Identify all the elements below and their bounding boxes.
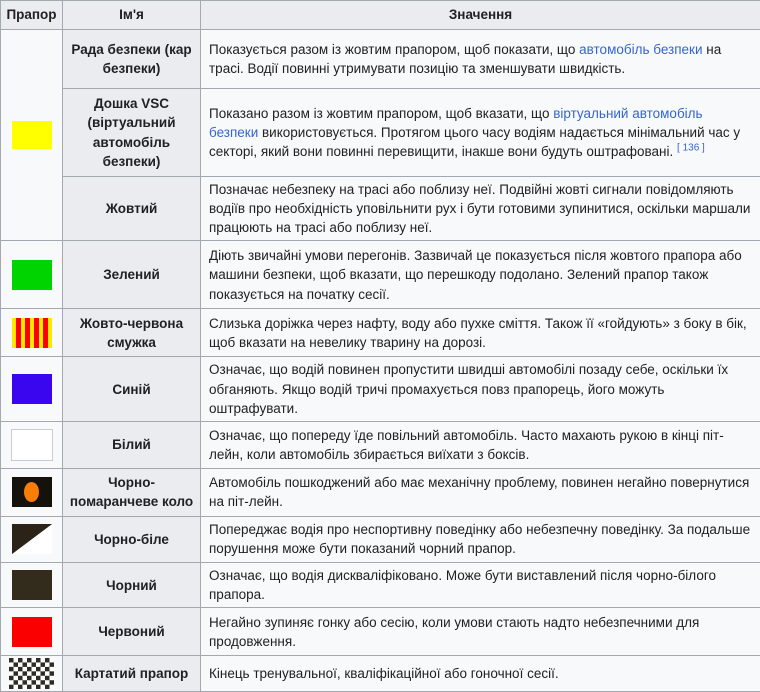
blue-flag <box>12 374 52 404</box>
flag-name: Чорний <box>63 562 201 607</box>
flag-name: Жовтий <box>63 177 201 241</box>
table-row <box>1 468 760 516</box>
flag-cell <box>1 562 63 607</box>
flag-meaning: Означає, що водій повинен пропустити швидші автомобілі позаду себе, оскільки їх обганяють. Якщо водій тричі промахується повз прапорець, його можуть оштрафувати. <box>201 357 760 421</box>
table-row <box>1 177 760 241</box>
flag-name: Білий <box>63 421 201 468</box>
flag-name: Червоний <box>63 608 201 656</box>
table-row <box>1 89 760 177</box>
black-orange-circle-flag <box>12 477 52 507</box>
flag-cell <box>1 241 63 309</box>
flag-name: Дошка VSC (віртуальний автомобіль безпеки) <box>63 89 201 177</box>
flags-table-body <box>1 30 760 692</box>
table-row <box>1 309 760 357</box>
header-row <box>1 1 760 30</box>
flag-meaning: Слизька доріжка через нафту, воду або пухке сміття. Також її «гойдують» з боку в бік, щоб вказати на невелику тварину на дорозі. <box>201 309 760 357</box>
orange-circle <box>24 482 39 502</box>
flag-cell <box>1 656 63 692</box>
flag-cell <box>1 608 63 656</box>
red-flag <box>12 617 52 647</box>
green-flag <box>12 260 52 290</box>
flag-name: Чорно-помаранчеве коло <box>63 468 201 516</box>
flag-meaning: Означає, що водія дискваліфіковано. Може бути виставлений після чорно-білого прапора. <box>201 562 760 607</box>
flag-meaning: Негайно зупиняє гонку або сесію, коли умови стають надто небезпечними для продовження. <box>201 608 760 656</box>
table-row <box>1 608 760 656</box>
flag-meaning: Попереджає водія про неспортивну поведінку або небезпечну поведінку. За подальше порушення може бути показаний чорний прапор. <box>201 516 760 562</box>
flag-cell <box>1 421 63 468</box>
yellow-flag <box>12 121 52 149</box>
flag-meaning: Автомобіль пошкоджений або має механічну проблему, повинен негайно повернутися на піт-лейн. <box>201 468 760 516</box>
reference-link-anchor[interactable]: [ 136 ] <box>677 143 705 154</box>
table-row <box>1 30 760 89</box>
column-header-name: Ім'я <box>63 1 201 30</box>
flag-meaning: Означає, що попереду їде повільний автомобіль. Часто махають рукою в кінці піт-лейн, коли автомобіль збирається виїхати з боксів. <box>201 421 760 468</box>
flag-cell <box>1 30 63 241</box>
wiki-link[interactable]: віртуальний автомобіль безпеки <box>209 106 703 140</box>
table-row <box>1 516 760 562</box>
flag-name: Чорно-біле <box>63 516 201 562</box>
flag-name: Синій <box>63 357 201 421</box>
column-header-flag: Прапор <box>1 1 63 30</box>
table-row <box>1 241 760 309</box>
flag-cell <box>1 516 63 562</box>
table-row <box>1 656 760 692</box>
black-flag <box>12 570 52 600</box>
flag-meaning: Позначає небезпеку на трасі або поблизу неї. Подвійні жовті сигнали повідомляють водіїв про необхідність уповільнити рух і бути готовими зупинитися, оскільки маршали працюють на трасі або поблизу неї. <box>201 177 760 241</box>
column-header-meaning: Значення <box>201 1 760 30</box>
flag-meaning: Кінець тренувальної, кваліфікаційної або гоночної сесії. <box>201 656 760 692</box>
flag-name: Зелений <box>63 241 201 309</box>
yellow-red-stripes-flag <box>12 318 52 348</box>
table-row <box>1 421 760 468</box>
flag-name: Рада безпеки (кар безпеки) <box>63 30 201 89</box>
flag-name: Жовто-червона смужка <box>63 309 201 357</box>
reference-link[interactable] <box>677 143 705 154</box>
flag-name: Картатий прапор <box>63 656 201 692</box>
flag-cell <box>1 309 63 357</box>
black-white-diagonal-flag <box>12 524 52 554</box>
flag-meaning: Показано разом із жовтим прапором, щоб вказати, що віртуальний автомобіль безпеки використовується. Протягом цього часу водіям надається мінімальний час у секторі, який вони повинні перевищити, інакше вони будуть оштрафовані. [ 136 ] <box>201 89 760 177</box>
flag-meaning: Діють звичайні умови перегонів. Зазвичай це показується після жовтого прапора або машини безпеки, щоб вказати, що перешкоду подолано. Зелений прапор також показується на початку сесії. <box>201 241 760 309</box>
flag-cell <box>1 357 63 421</box>
flag-cell <box>1 468 63 516</box>
flag-meaning: Показується разом із жовтим прапором, щоб показати, що автомобіль безпеки на трасі. Водії повинні утримувати позицію та зменшувати швидкість. <box>201 30 760 89</box>
table-row <box>1 562 760 607</box>
checkered-flag <box>9 658 54 689</box>
white-flag <box>11 429 53 461</box>
wiki-link[interactable]: автомобіль безпеки <box>579 42 702 57</box>
table-row <box>1 357 760 421</box>
